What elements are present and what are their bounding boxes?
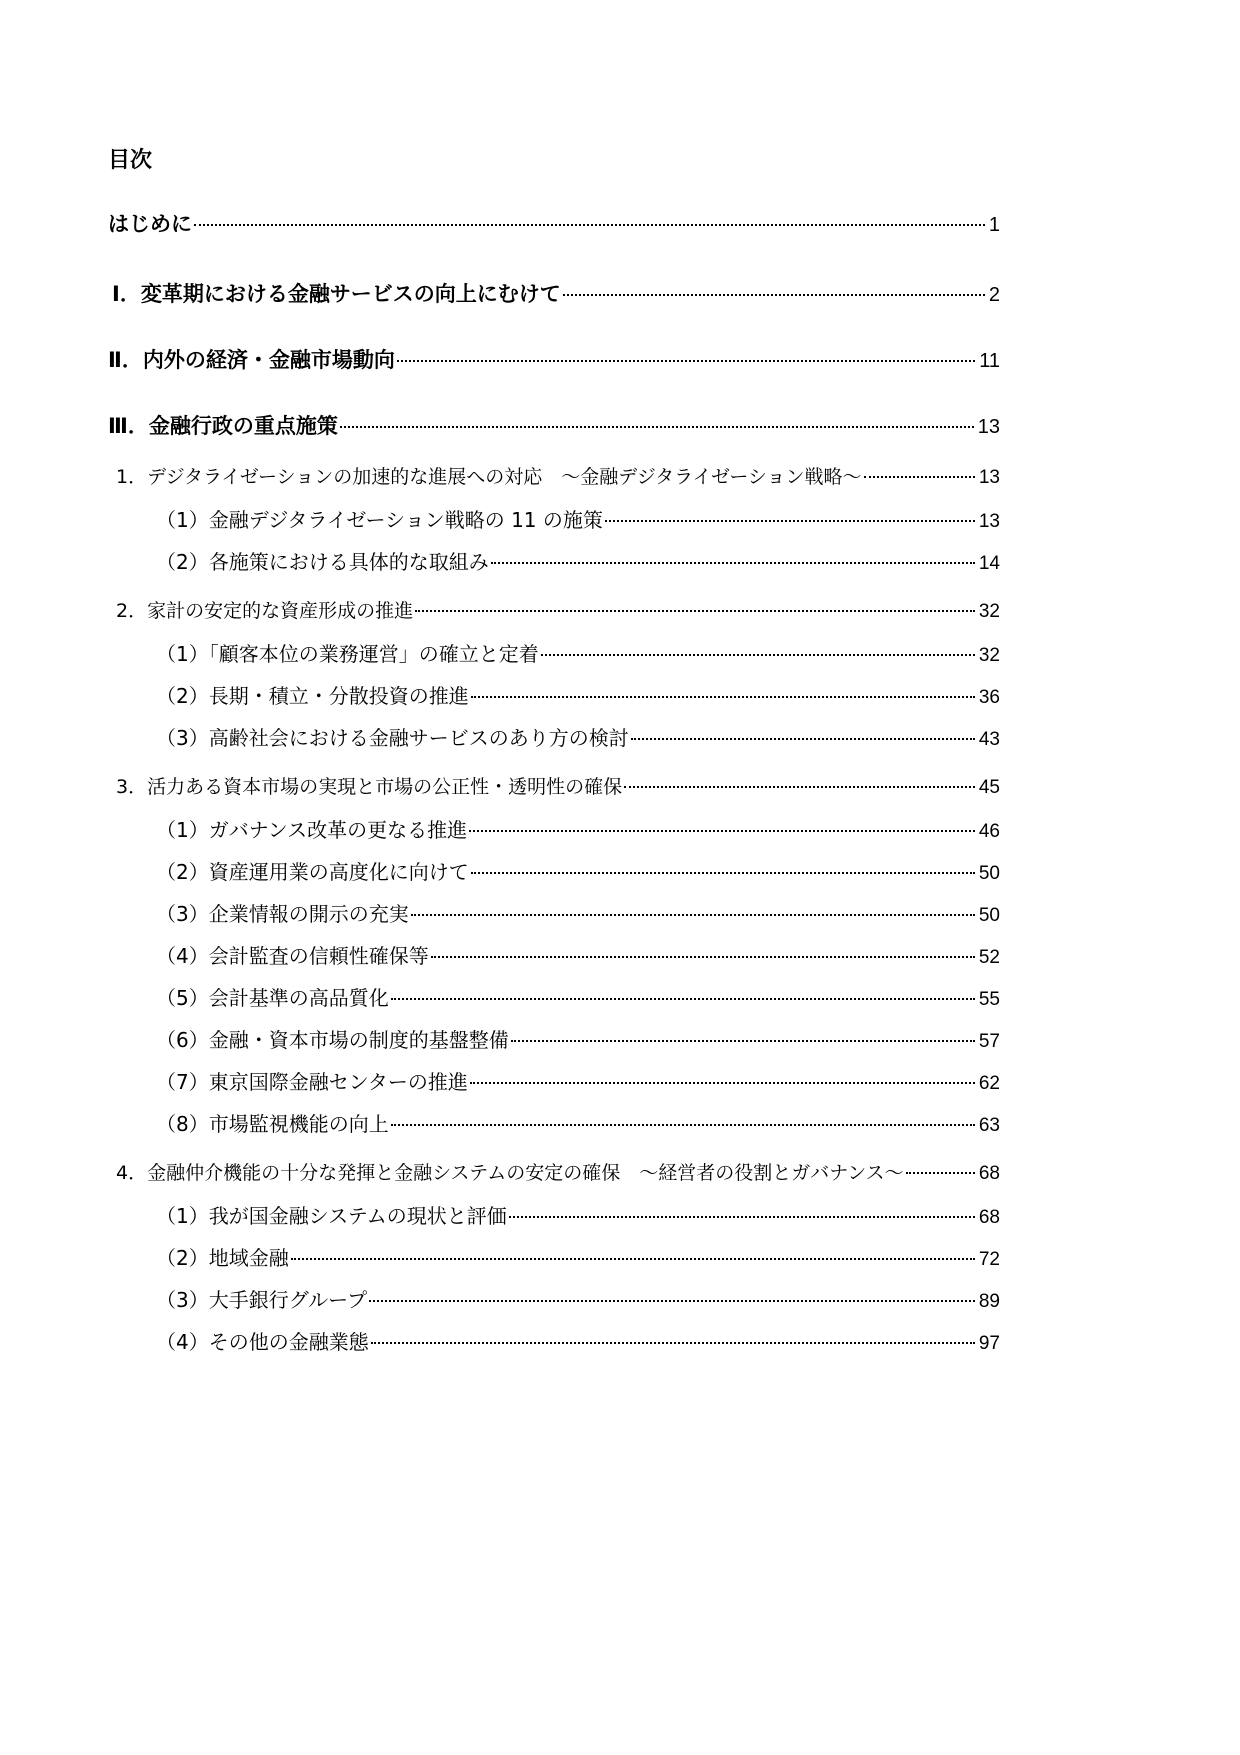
- dot-leader: [194, 224, 985, 226]
- toc-entry-label: 4．金融仲介機能の十分な発揮と金融システムの安定の確保 ～経営者の役割とガバナンス～: [116, 1162, 904, 1184]
- toc-entry-11[interactable]: [156, 722, 1000, 751]
- dot-leader: [340, 426, 974, 428]
- dot-leader: [369, 1300, 975, 1302]
- toc-entry-label: 1．デジタライゼーションの加速的な進展への対応 ～金融デジタライゼーション戦略～: [116, 466, 862, 488]
- toc-entry-label: （2）地域金融: [156, 1246, 289, 1270]
- toc-entry-14[interactable]: [156, 856, 1000, 885]
- toc-entry-5[interactable]: [116, 462, 1000, 489]
- dot-leader: [906, 1172, 975, 1174]
- toc-entry-25[interactable]: [156, 1326, 1000, 1355]
- dot-leader: [511, 1040, 975, 1042]
- toc-entry-page-number: 11: [979, 350, 1000, 372]
- toc-entry-1[interactable]: [108, 208, 1000, 238]
- toc-entry-page-number: 52: [978, 947, 1000, 968]
- toc-entry-page-number: 72: [978, 1249, 1000, 1270]
- toc-entry-label: （3）大手銀行グループ: [156, 1288, 368, 1312]
- dot-leader: [397, 360, 975, 362]
- dot-leader: [371, 1342, 975, 1344]
- toc-entry-label: （8）市場監視機能の向上: [156, 1112, 389, 1136]
- dot-leader: [631, 738, 975, 740]
- toc-entry-13[interactable]: [156, 814, 1000, 843]
- dot-leader: [864, 476, 975, 478]
- toc-entry-19[interactable]: [156, 1066, 1000, 1095]
- toc-entry-6[interactable]: [156, 504, 1000, 533]
- toc-entry-label: （3）高齢社会における金融サービスのあり方の検討: [156, 726, 629, 750]
- dot-leader: [509, 1216, 975, 1218]
- dot-leader: [415, 610, 975, 612]
- toc-entry-label: （1）「顧客本位の業務運営」の確立と定着: [156, 642, 539, 666]
- toc-entry-21[interactable]: [116, 1158, 1000, 1185]
- dot-leader: [491, 562, 975, 564]
- toc-entry-label: （1）ガバナンス改革の更なる推進: [156, 818, 468, 842]
- toc-entry-20[interactable]: [156, 1108, 1000, 1137]
- toc-entry-label: 2．家計の安定的な資産形成の推進: [116, 600, 414, 622]
- toc-entry-16[interactable]: [156, 940, 1000, 969]
- toc-entry-12[interactable]: [116, 772, 1000, 799]
- toc-entry-label: （2）資産運用業の高度化に向けて: [156, 860, 469, 884]
- dot-leader: [471, 696, 975, 698]
- dot-leader: [541, 654, 975, 656]
- toc-entry-page-number: 50: [978, 905, 1000, 926]
- toc-entry-page-number: 89: [978, 1291, 1000, 1312]
- toc-entry-9[interactable]: [156, 638, 1000, 667]
- toc-entry-page-number: 1: [988, 214, 1000, 236]
- toc-entry-page-number: 36: [978, 687, 1000, 708]
- dot-leader: [431, 956, 975, 958]
- toc-entry-page-number: 50: [978, 863, 1000, 884]
- dot-leader: [291, 1258, 975, 1260]
- toc-entry-23[interactable]: [156, 1242, 1000, 1271]
- toc-entry-page-number: 97: [978, 1333, 1000, 1354]
- dot-leader: [605, 520, 975, 522]
- toc-entry-page-number: 32: [978, 601, 1000, 622]
- toc-entry-18[interactable]: [156, 1024, 1000, 1053]
- toc-entry-8[interactable]: [116, 596, 1000, 623]
- dot-leader: [469, 830, 975, 832]
- toc-entry-page-number: 13: [977, 416, 1000, 438]
- toc-entry-label: （3）企業情報の開示の充実: [156, 902, 409, 926]
- toc-entry-label: Ⅲ．金融行政の重点施策: [108, 414, 338, 438]
- toc-entry-page-number: 63: [978, 1115, 1000, 1136]
- toc-entry-label: （7）東京国際金融センターの推進: [156, 1070, 468, 1094]
- toc-entry-label: （6）金融・資本市場の制度的基盤整備: [156, 1028, 509, 1052]
- toc-entry-label: Ⅱ．内外の経済・金融市場動向: [108, 348, 395, 372]
- dot-leader: [391, 998, 975, 1000]
- toc-entry-page-number: 14: [978, 553, 1000, 574]
- toc-entry-page-number: 13: [978, 467, 1000, 488]
- dot-leader: [470, 1082, 975, 1084]
- toc-entry-10[interactable]: [156, 680, 1000, 709]
- toc-entry-page-number: 68: [978, 1207, 1000, 1228]
- dot-leader: [411, 914, 975, 916]
- toc-entry-2[interactable]: [112, 278, 1000, 308]
- toc-entry-15[interactable]: [156, 898, 1000, 927]
- toc-entry-page-number: 2: [988, 284, 1000, 306]
- toc-entry-label: （4）会計監査の信頼性確保等: [156, 944, 429, 968]
- toc-entry-7[interactable]: [156, 546, 1000, 575]
- toc-entry-page-number: 45: [978, 777, 1000, 798]
- toc-entry-4[interactable]: [108, 410, 1000, 440]
- toc-entry-22[interactable]: [156, 1200, 1000, 1229]
- toc-entry-page-number: 32: [978, 645, 1000, 666]
- toc-entry-17[interactable]: [156, 982, 1000, 1011]
- toc-entry-label: （5）会計基準の高品質化: [156, 986, 389, 1010]
- toc-entry-page-number: 62: [978, 1073, 1000, 1094]
- toc-entry-page-number: 55: [978, 989, 1000, 1010]
- toc-title: 目次: [108, 148, 153, 173]
- dot-leader: [391, 1124, 975, 1126]
- dot-leader: [471, 872, 975, 874]
- toc-entry-label: はじめに: [108, 212, 192, 236]
- toc-entry-label: （2）各施策における具体的な取組み: [156, 550, 489, 574]
- toc-entry-page-number: 57: [978, 1031, 1000, 1052]
- toc-entry-label: （1）我が国金融システムの現状と評価: [156, 1204, 507, 1228]
- toc-entry-label: 3．活力ある資本市場の実現と市場の公正性・透明性の確保: [116, 776, 623, 798]
- dot-leader: [624, 786, 975, 788]
- toc-entry-page-number: 13: [978, 511, 1000, 532]
- toc-entry-label: （2）長期・積立・分散投資の推進: [156, 684, 469, 708]
- toc-entry-page-number: 68: [978, 1163, 1000, 1184]
- toc-entry-3[interactable]: [108, 344, 1000, 374]
- toc-entry-label: （1）金融デジタライゼーション戦略の 11 の施策: [156, 508, 603, 532]
- toc-entry-24[interactable]: [156, 1284, 1000, 1313]
- toc-entry-label: Ⅰ．変革期における金融サービスの向上にむけて: [112, 282, 561, 306]
- dot-leader: [563, 294, 985, 296]
- toc-entry-page-number: 43: [978, 729, 1000, 750]
- toc-entry-page-number: 46: [978, 821, 1000, 842]
- toc-entry-label: （4）その他の金融業態: [156, 1330, 369, 1354]
